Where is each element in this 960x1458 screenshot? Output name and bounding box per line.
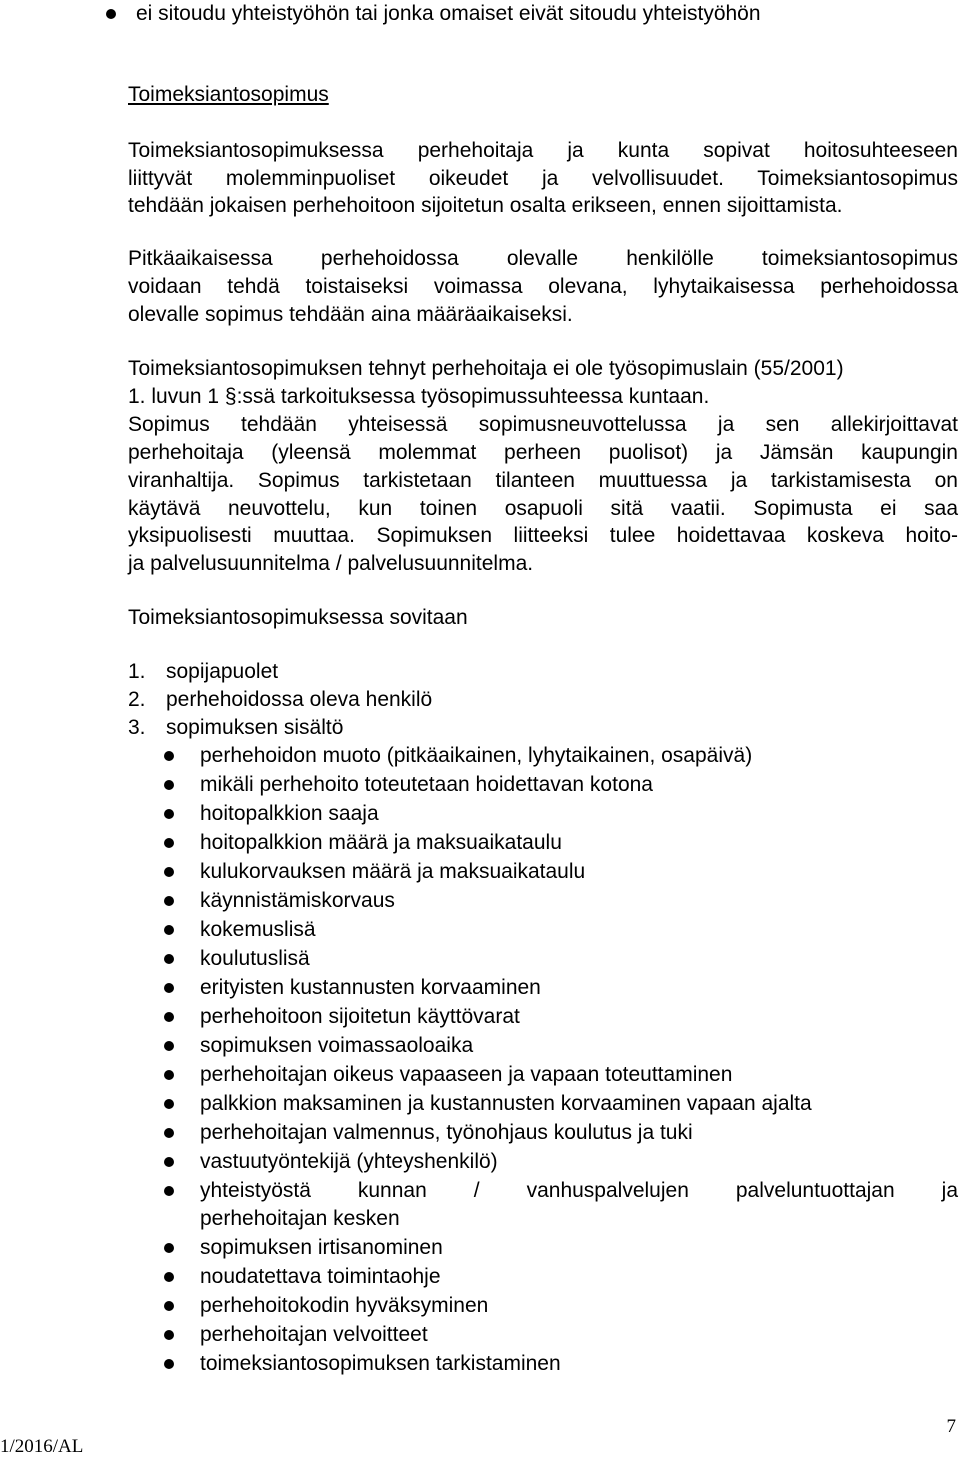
bullet-dot	[164, 780, 174, 790]
list-item: hoitopalkkion määrä ja maksuaikataulu	[200, 831, 562, 854]
list-item: kulukorvauksen määrä ja maksuaikataulu	[200, 860, 586, 883]
list-item: vastuutyöntekijä (yhteyshenkilö)	[200, 1150, 498, 1173]
list-item: toimeksiantosopimuksen tarkistaminen	[200, 1352, 561, 1375]
list-item: palkkion maksaminen ja kustannusten korvaaminen vapaan ajalta	[200, 1092, 812, 1115]
bullet-dot	[164, 1099, 174, 1109]
bullet-dot	[164, 809, 174, 819]
paragraph-line: olevalle sopimus tehdään aina määräaikaiseksi.	[128, 303, 573, 326]
paragraph-line: Sopimus tehdään yhteisessä sopimusneuvottelussa ja sen allekirjoittavat	[128, 413, 958, 436]
paragraph-line: 1. luvun 1 §:ssä tarkoituksessa työsopimussuhteessa kuntaan.	[128, 385, 710, 408]
paragraph-line: Toimeksiantosopimuksessa perhehoitaja ja kunta sopivat hoitosuhteeseen	[128, 139, 958, 162]
bullet-dot	[164, 751, 174, 761]
bullet-dot	[164, 1157, 174, 1167]
top-bullet-text: ei sitoudu yhteistyöhön tai jonka omaiset eivät sitoudu yhteistyöhön	[136, 2, 761, 25]
paragraph-line: perhehoitaja (yleensä molemmat perheen puolisot) ja Jämsän kaupungin	[128, 441, 958, 464]
paragraph-line: käytävä neuvottelu, kun toinen osapuoli sitä vaatii. Sopimusta ei saa	[128, 497, 958, 520]
footer-document-code: 1/2016/AL	[0, 1436, 84, 1457]
list-item: noudatettava toimintaohje	[200, 1265, 441, 1288]
paragraph-line: Pitkäaikaisessa perhehoidossa olevalle henkilölle toimeksiantosopimus	[128, 247, 958, 270]
bullet-dot	[164, 983, 174, 993]
paragraph-line: yksipuolisesti muuttaa. Sopimuksen liitteeksi tulee hoidettavaa koskeva hoito-	[128, 524, 958, 547]
bullet-dot	[164, 896, 174, 906]
paragraph-line: voidaan tehdä toistaiseksi voimassa olevana, lyhytaikaisessa perhehoidossa	[128, 275, 958, 298]
list-item: erityisten kustannusten korvaaminen	[200, 976, 541, 999]
bullet-dot	[164, 1359, 174, 1369]
list-item: perhehoitokodin hyväksyminen	[200, 1294, 489, 1317]
paragraph-line: liittyvät molemminpuoliset oikeudet ja velvollisuudet. Toimeksiantosopimus	[128, 167, 958, 190]
list-item: sopimuksen voimassaoloaika	[200, 1034, 474, 1057]
bullet-dot	[106, 9, 116, 19]
list-item: perhehoitoon sijoitetun käyttövarat	[200, 1005, 520, 1028]
bullet-dot	[164, 838, 174, 848]
list-item: perhehoitajan velvoitteet	[200, 1323, 428, 1346]
bullet-dot	[164, 1128, 174, 1138]
list-item: sopimuksen sisältö	[166, 716, 344, 739]
list-item: perhehoitajan oikeus vapaaseen ja vapaan toteuttaminen	[200, 1063, 733, 1086]
bullet-dot	[164, 1070, 174, 1080]
section-title: Toimeksiantosopimus	[128, 83, 329, 106]
paragraph-line: ja palvelusuunnitelma / palvelusuunnitelma.	[128, 552, 534, 575]
bullet-dot	[164, 1041, 174, 1051]
list-item: sopijapuolet	[166, 660, 279, 683]
bullet-dot	[164, 1330, 174, 1340]
bullet-dot	[164, 1012, 174, 1022]
bullet-dot	[164, 1301, 174, 1311]
list-item-continuation: perhehoitajan kesken	[200, 1207, 400, 1230]
paragraph-line: viranhaltija. Sopimus tarkistetaan tilanteen muuttuessa ja tarkistamisesta on	[128, 469, 958, 492]
list-item: hoitopalkkion saaja	[200, 802, 379, 825]
bullet-dot	[164, 1243, 174, 1253]
bullet-dot	[164, 1272, 174, 1282]
bullet-dot	[164, 925, 174, 935]
list-number: 3.	[128, 716, 146, 739]
page-number: 7	[946, 1416, 956, 1437]
list-item: mikäli perhehoito toteutetaan hoidettavan kotona	[200, 773, 653, 796]
paragraph-line: Toimeksiantosopimuksen tehnyt perhehoitaja ei ole työsopimuslain (55/2001)	[128, 357, 844, 380]
list-heading: Toimeksiantosopimuksessa sovitaan	[128, 606, 468, 629]
list-item: sopimuksen irtisanominen	[200, 1236, 443, 1259]
list-item: perhehoitajan valmennus, työnohjaus koulutus ja tuki	[200, 1121, 693, 1144]
list-item: käynnistämiskorvaus	[200, 889, 395, 912]
list-number: 2.	[128, 688, 146, 711]
list-item: perhehoidossa oleva henkilö	[166, 688, 433, 711]
list-item: kokemuslisä	[200, 918, 316, 941]
list-item: perhehoidon muoto (pitkäaikainen, lyhytaikainen, osapäivä)	[200, 744, 753, 767]
list-item: yhteistyöstä kunnan / vanhuspalvelujen palveluntuottajan ja	[200, 1179, 958, 1202]
list-number: 1.	[128, 660, 146, 683]
bullet-dot	[164, 954, 174, 964]
bullet-dot	[164, 867, 174, 877]
paragraph-line: tehdään jokaisen perhehoitoon sijoitetun osalta erikseen, ennen sijoittamista.	[128, 194, 843, 217]
list-item: koulutuslisä	[200, 947, 310, 970]
bullet-dot	[164, 1186, 174, 1196]
